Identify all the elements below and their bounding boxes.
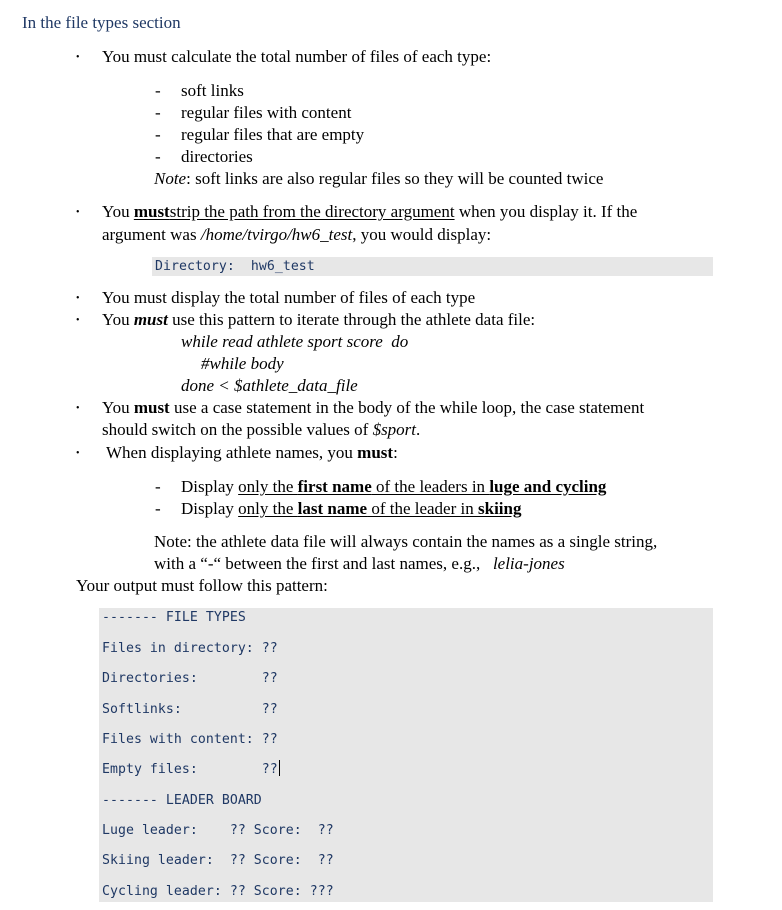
output-line-skiing-leader: Skiing leader: ?? Score: ?? bbox=[102, 853, 334, 868]
output-line-cycling-leader: Cycling leader: ?? Score: ??? bbox=[102, 884, 334, 899]
strip-path-after: when you display it. If the bbox=[454, 202, 638, 221]
text-cursor bbox=[279, 760, 280, 776]
output-line-softlinks: Softlinks: ?? bbox=[102, 702, 278, 717]
bullet: • bbox=[76, 403, 80, 414]
section-heading: In the file types section bbox=[22, 13, 181, 32]
type-soft-links: soft links bbox=[181, 81, 244, 100]
name-example: lelia-jones bbox=[492, 554, 565, 573]
output-line-file-types: ------- FILE TYPES bbox=[102, 610, 246, 625]
dash: - bbox=[155, 103, 161, 122]
dash: - bbox=[155, 125, 161, 144]
item1-b1: first name bbox=[297, 477, 372, 496]
case-line2-pre: should switch on the possible values of bbox=[102, 420, 373, 439]
display-first-name-item bbox=[181, 477, 606, 497]
display-word: Display bbox=[181, 499, 239, 518]
output-line-directories: Directories: ?? bbox=[102, 671, 278, 686]
display-word: Display bbox=[181, 477, 239, 496]
output-intro: Your output must follow this pattern: bbox=[76, 576, 328, 595]
while-body-code: #while body bbox=[201, 354, 284, 373]
argument-pre: argument was bbox=[102, 225, 201, 244]
output-line-empty-files bbox=[102, 760, 280, 779]
case-line1 bbox=[102, 398, 644, 418]
display-last-name-item bbox=[181, 499, 521, 519]
softlinks-note bbox=[154, 169, 603, 189]
note-label: Note bbox=[154, 169, 187, 188]
type-regular-content: regular files with content bbox=[181, 103, 352, 122]
item1-u2: of the leaders in bbox=[371, 477, 490, 496]
type-directories: directories bbox=[181, 147, 253, 166]
item1-b2: luge and cycling bbox=[489, 477, 607, 496]
output-line-luge-leader: Luge leader: ?? Score: ?? bbox=[102, 823, 334, 838]
output-line-leader-board: ------- LEADER BOARD bbox=[102, 793, 262, 808]
strip-path-line1 bbox=[102, 202, 637, 222]
dash: - bbox=[155, 81, 161, 100]
example-path: /home/tvirgo/hw6_test bbox=[200, 225, 353, 244]
bullet: • bbox=[76, 448, 80, 459]
names-intro-pre: When displaying athlete names, you bbox=[106, 443, 358, 462]
directory-code: Directory: hw6_test bbox=[155, 259, 315, 274]
text-you: You bbox=[102, 202, 134, 221]
pattern-line bbox=[102, 310, 535, 330]
dash: - bbox=[155, 477, 161, 496]
bullet: • bbox=[76, 315, 80, 326]
display-total-line: You must display the total number of files of each type bbox=[102, 288, 476, 307]
while-body-line bbox=[201, 354, 284, 374]
item2-b1: last name bbox=[297, 499, 368, 518]
dash: - bbox=[155, 147, 161, 166]
case-line2 bbox=[102, 420, 420, 440]
names-note-pre: with a “-“ between the first and last names, e.g., bbox=[154, 554, 493, 573]
output-line-files-in-directory: Files in directory: ?? bbox=[102, 641, 278, 656]
item2-u1: only the bbox=[238, 499, 298, 518]
while-loop-line bbox=[181, 332, 408, 352]
text-you: You bbox=[102, 310, 134, 329]
must-strong: must bbox=[133, 310, 168, 329]
strip-path-underlined: strip the path from the directory argument bbox=[169, 202, 455, 221]
file-types-intro: You must calculate the total number of files of each type: bbox=[102, 47, 492, 66]
note-text: : soft links are also regular files so they will be counted twice bbox=[186, 169, 604, 188]
must-strong: must bbox=[133, 398, 170, 417]
names-intro bbox=[106, 443, 398, 463]
names-note-line2 bbox=[154, 554, 565, 574]
done-code: done < $athlete_data_file bbox=[181, 376, 358, 395]
pattern-text: use this pattern to iterate through the athlete data file: bbox=[167, 310, 536, 329]
while-code: while read athlete sport score do bbox=[181, 332, 409, 351]
case-text: use a case statement in the body of the while loop, the case statement bbox=[169, 398, 645, 417]
dash: - bbox=[155, 499, 161, 518]
strip-path-line2 bbox=[102, 225, 491, 245]
bullet: • bbox=[76, 207, 80, 218]
item2-b2: skiing bbox=[478, 499, 522, 518]
bullet: • bbox=[76, 293, 80, 304]
output-line-files-with-content: Files with content: ?? bbox=[102, 732, 278, 747]
type-regular-empty: regular files that are empty bbox=[181, 125, 365, 144]
names-note-line1: Note: the athlete data file will always contain the names as a single string, bbox=[154, 532, 658, 551]
bullet: • bbox=[76, 52, 80, 63]
names-intro-post: : bbox=[393, 443, 398, 462]
item1-u1: only the bbox=[238, 477, 298, 496]
item2-u2: of the leader in bbox=[367, 499, 478, 518]
done-line bbox=[181, 376, 358, 396]
must-strong: must bbox=[133, 202, 170, 221]
empty-files-text: Empty files: ?? bbox=[102, 762, 278, 777]
sport-variable: $sport bbox=[372, 420, 417, 439]
argument-post: , you would display: bbox=[352, 225, 492, 244]
case-line2-post: . bbox=[416, 420, 421, 439]
text-you: You bbox=[102, 398, 134, 417]
must-strong: must bbox=[357, 443, 394, 462]
